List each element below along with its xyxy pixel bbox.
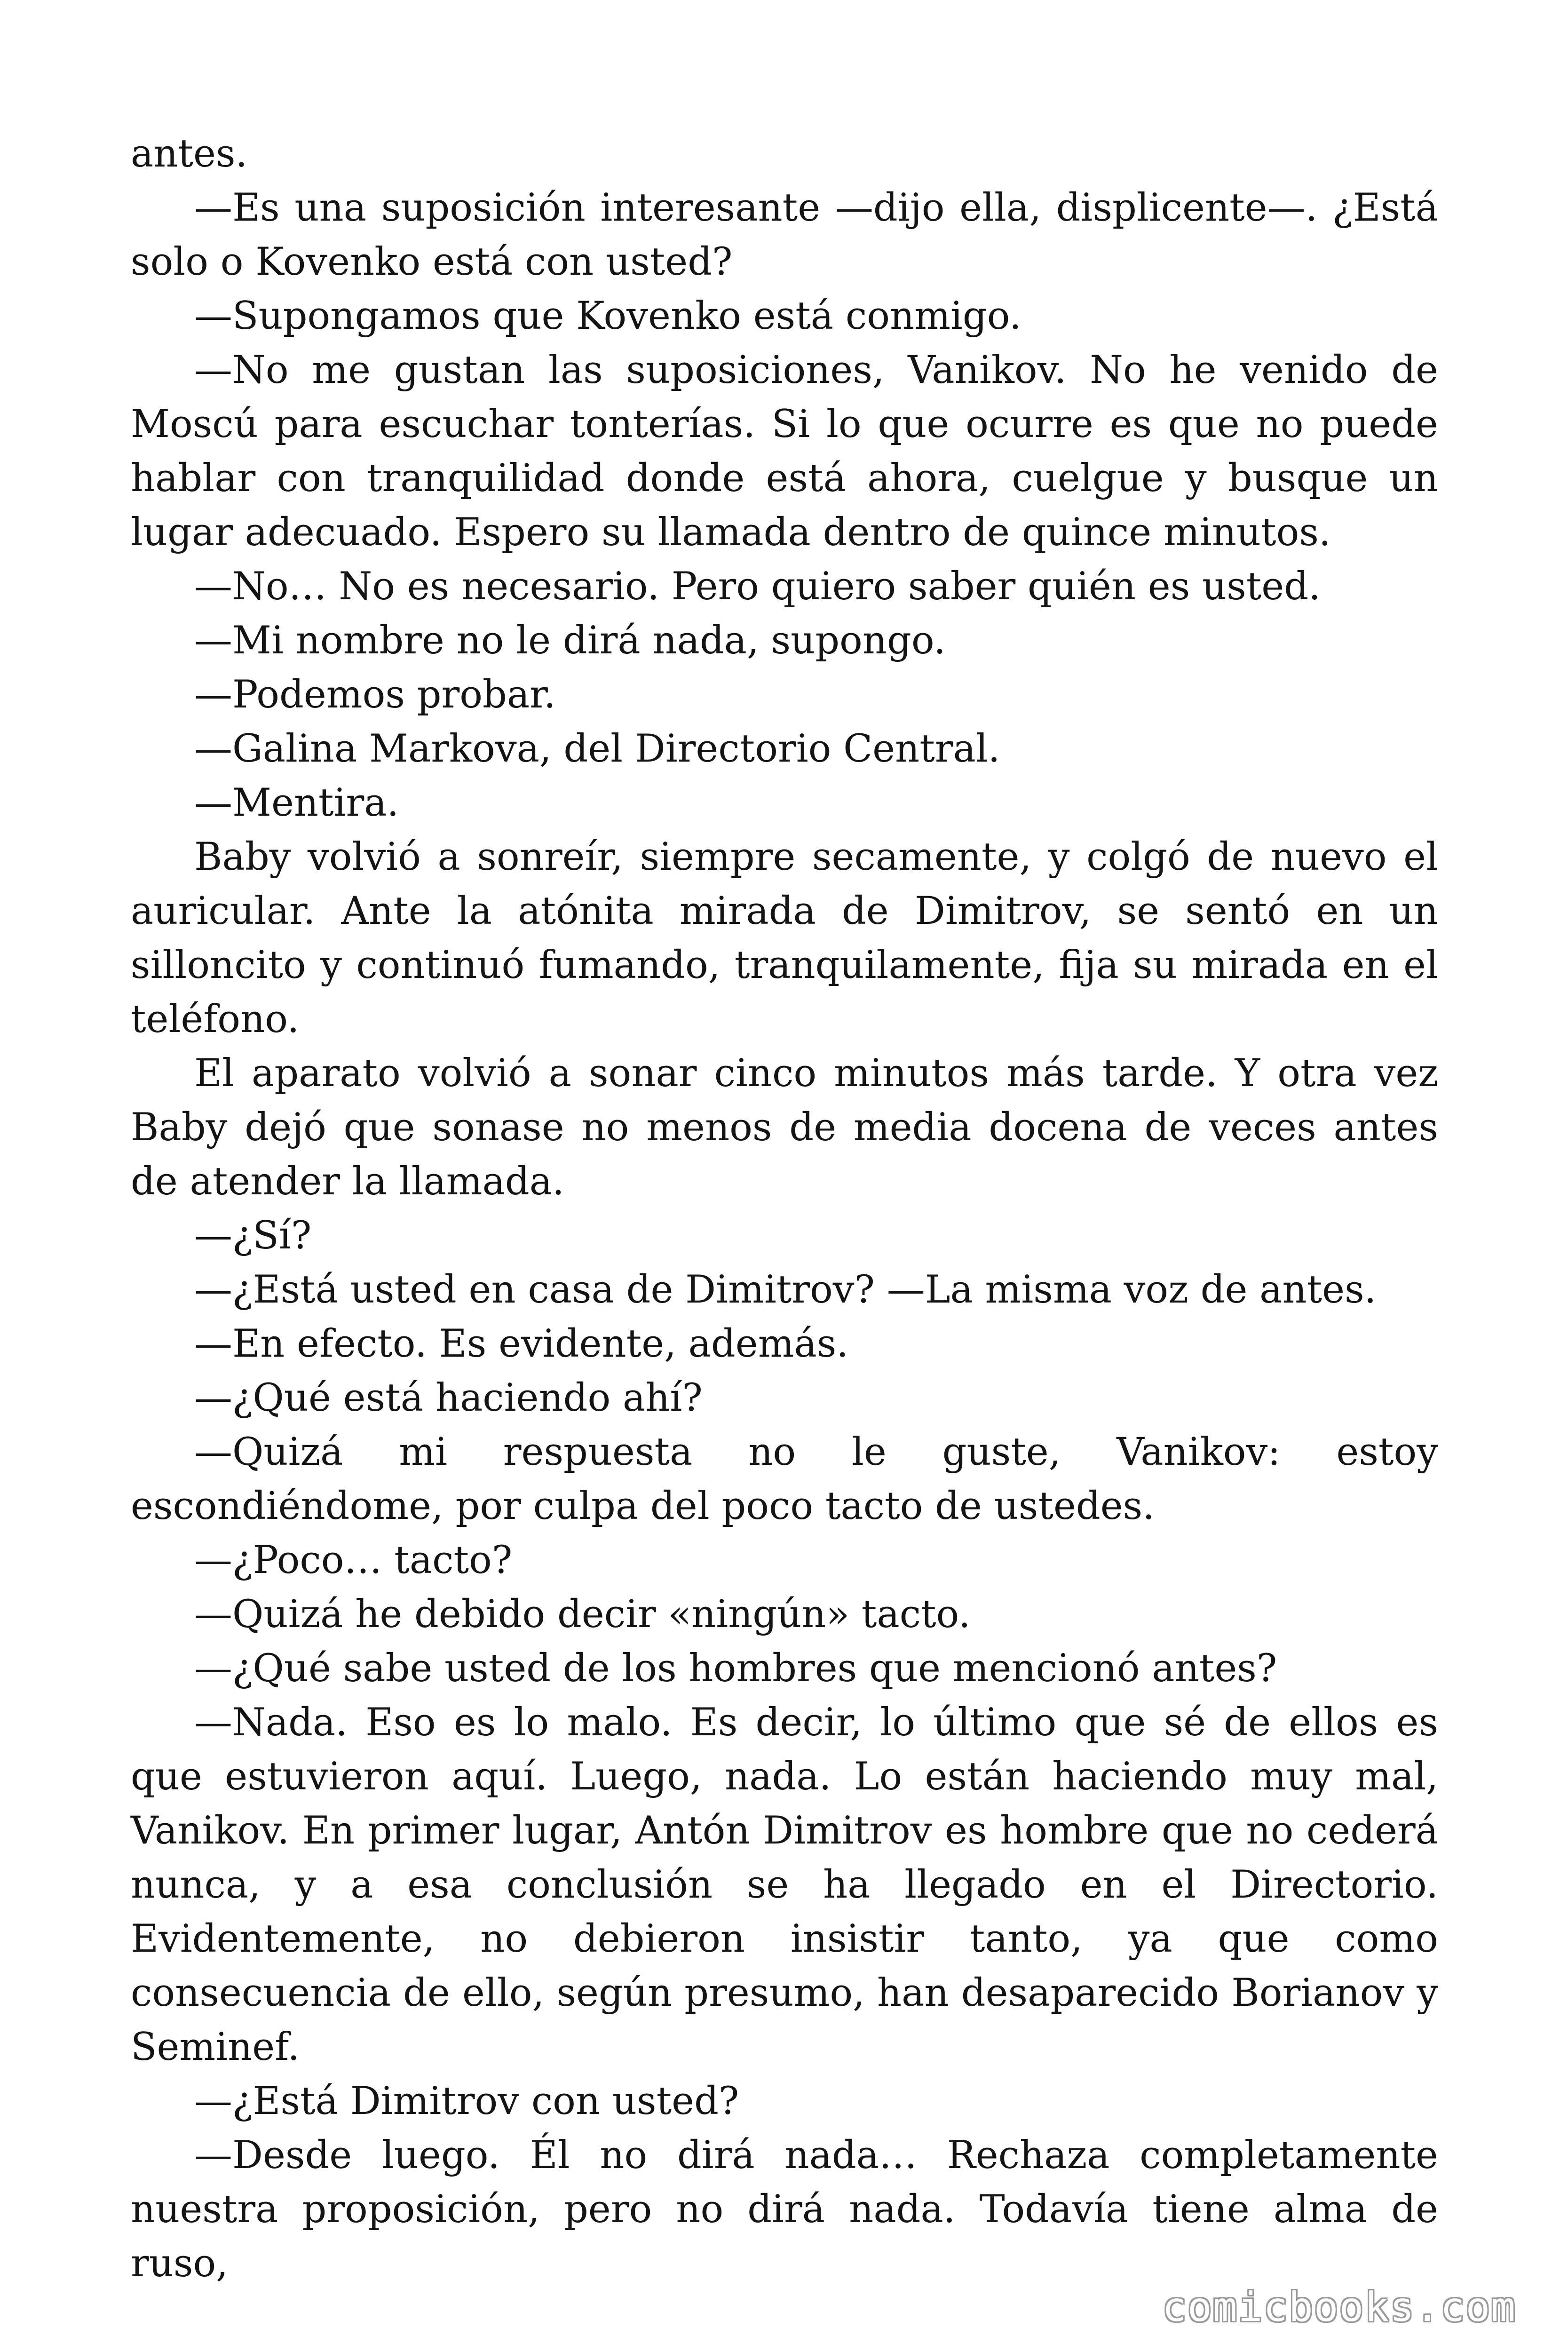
paragraph: —¿Está usted en casa de Dimitrov? —La misma voz de antes. [194, 1268, 1377, 1312]
paragraph: —Podemos probar. [194, 673, 556, 717]
paragraph: —Mentira. [194, 781, 399, 825]
paragraph: —Mi nombre no le dirá nada, supongo. [194, 619, 946, 663]
paragraph: —¿Qué sabe usted de los hombres que mencionó antes? [194, 1646, 1277, 1691]
paragraph: —¿Qué está haciendo ahí? [194, 1376, 703, 1420]
paragraph: —¿Sí? [194, 1214, 312, 1258]
paragraph: —Nada. Eso es lo malo. Es decir, lo último que sé de ellos es que estuvieron aquí. Luego, nada. Lo están haciendo muy mal, Vanikov. En primer lugar, Antón Dimitrov es hombre que no cederá nunca, y a esa conclusión se ha llegado en el Directorio. Evidentemente, no debieron insistir tanto, ya que como consecuencia de ello, según presumo, han desaparecido Borianov y Seminef. [131, 1700, 1438, 2069]
body-text [131, 127, 1438, 2291]
paragraph: —Desde luego. Él no dirá nada… Rechaza completamente nuestra proposición, pero no dirá nada. Todavía tiene alma de ruso, [131, 2133, 1438, 2286]
paragraph: antes. [131, 132, 248, 176]
paragraph: —No me gustan las suposiciones, Vanikov. No he venido de Moscú para escuchar tonterías. Si lo que ocurre es que no puede hablar con tranquilidad donde está ahora, cuelgue y busque un lugar adecuado. Espero su llamada dentro de quince minutos. [131, 348, 1438, 555]
paragraph: —Es una suposición interesante —dijo ella, displicente—. ¿Está solo o Kovenko está con usted? [131, 186, 1438, 284]
watermark: comicbooks.com [1162, 2284, 1516, 2331]
paragraph: —En efecto. Es evidente, además. [194, 1322, 849, 1366]
paragraph: Baby volvió a sonreír, siempre secamente, y colgó de nuevo el auricular. Ante la atónita mirada de Dimitrov, se sentó en un silloncito y continuó fumando, tranquilamente, fija su mirada en el teléfono. [131, 835, 1438, 1041]
paragraph: —Galina Markova, del Directorio Central. [194, 727, 1000, 771]
paragraph: —No… No es necesario. Pero quiero saber quién es usted. [194, 564, 1321, 609]
paragraph: —¿Poco… tacto? [194, 1538, 513, 1582]
paragraph: El aparato volvió a sonar cinco minutos más tarde. Y otra vez Baby dejó que sonase no menos de media docena de veces antes de atender la llamada. [131, 1051, 1438, 1204]
paragraph: —¿Está Dimitrov con usted? [194, 2079, 739, 2123]
paragraph: —Supongamos que Kovenko está conmigo. [194, 294, 1022, 338]
paragraph: —Quizá mi respuesta no le guste, Vanikov: estoy escondiéndome, por culpa del poco tacto de ustedes. [131, 1430, 1438, 1528]
paragraph: —Quizá he debido decir «ningún» tacto. [194, 1592, 971, 1637]
